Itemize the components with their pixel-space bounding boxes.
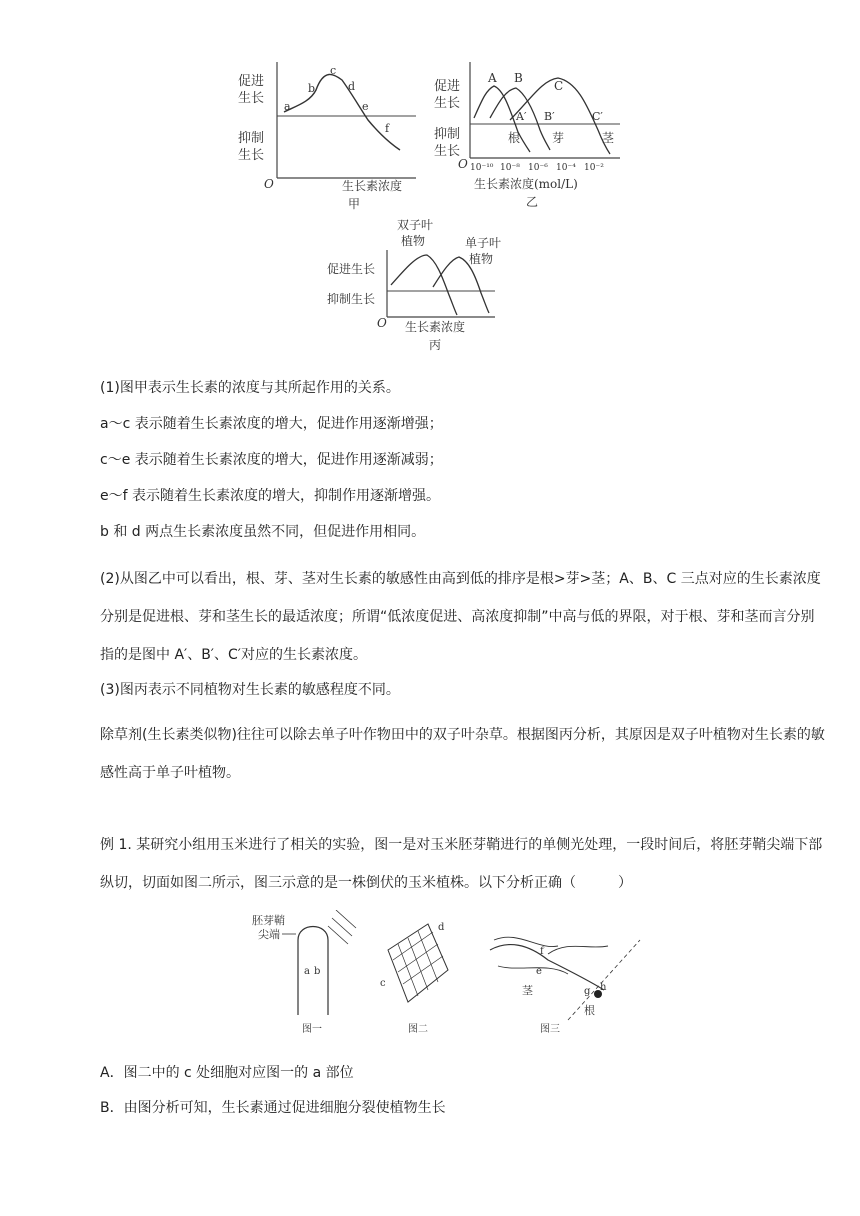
figure-bing [325, 215, 525, 355]
yi-x-label: 生长素浓度(mol/L) [474, 177, 578, 191]
yi-tick-3: 10⁻⁴ [556, 163, 576, 173]
figure-jia [230, 60, 420, 220]
jia-point-d: d [348, 80, 356, 93]
jia-point-b: b [308, 82, 316, 95]
bing-caption: 丙 [429, 338, 442, 352]
bing-origin: O [377, 316, 387, 330]
bing-dicot-2: 植物 [401, 234, 426, 248]
para-2: a～c 表示随着生长素浓度的增大，促进作用逐渐增强； [100, 416, 443, 432]
yi-y-promote-1: 促进 [434, 79, 461, 94]
fig3-caption: 图三 [540, 1024, 560, 1035]
yi-origin: O [458, 157, 468, 171]
option-a: A．图二中的 c 处细胞对应图一的 a 部位 [100, 1065, 354, 1081]
jia-y-inhibit-2: 生长 [238, 148, 265, 163]
yi-peak-C: C [554, 79, 564, 93]
yi-organ-bud: 芽 [552, 131, 565, 145]
yi-y-inhibit-1: 抑制 [434, 127, 461, 142]
fig3-g: g [584, 986, 591, 997]
jia-point-f: f [385, 122, 390, 135]
fig1-a: a [304, 966, 310, 977]
yi-organ-stem: 茎 [602, 131, 615, 145]
jia-point-a: a [284, 100, 291, 113]
para-7: (3)图丙表示不同植物对生长素的敏感程度不同。 [100, 682, 400, 698]
bing-x-label: 生长素浓度 [405, 320, 466, 334]
para-6: (2)从图乙中可以看出，根、芽、茎对生长素的敏感性由高到低的排序是根>芽>茎；A、B、C 三点对应的生长素浓度分别是促进根、芽和茎生长的最适浓度；所谓“低浓度促进、高浓度抑制”中高与低的界限，对于根、芽和茎而言分别指的是图中 A′、B′、C′对应的生长素浓度。 [100, 571, 821, 663]
yi-tick-0: 10⁻¹⁰ [470, 163, 494, 173]
fig2-d: d [438, 922, 445, 933]
yi-peak-A: A [488, 71, 497, 85]
para-5: b 和 d 两点生长素浓度虽然不同，但促进作用相同。 [100, 524, 426, 540]
yi-peak-B: B [514, 71, 523, 85]
fig1-label-2: 尖端 [258, 928, 280, 941]
example-1-question: 例 1. 某研究小组用玉米进行了相关的实验，图一是对玉米胚芽鞘进行的单侧光处理，一段时间后，将胚芽鞘尖端下部纵切，切面如图二所示，图三示意的是一株倒伏的玉米植株。以下分析正确（ ） [100, 837, 823, 891]
fig3-h: h [600, 982, 607, 993]
yi-tick-2: 10⁻⁶ [528, 163, 548, 173]
bing-y-promote: 促进生长 [327, 262, 376, 276]
yi-cross-A: A′ [516, 110, 527, 123]
jia-point-c: c [330, 64, 337, 77]
fig3-stem: 茎 [522, 984, 533, 997]
jia-point-e: e [362, 100, 369, 113]
fig3-f: f [540, 946, 544, 957]
yi-tick-4: 10⁻² [584, 163, 604, 173]
bing-monocot-1: 单子叶 [465, 236, 502, 250]
para-4: e～f 表示随着生长素浓度的增大，抑制作用逐渐增强。 [100, 488, 440, 504]
jia-caption: 甲 [348, 197, 361, 211]
para-8: 除草剂(生长素类似物)往往可以除去单子叶作物田中的双子叶杂草。根据图丙分析，其原因是双子叶植物对生长素的敏感性高于单子叶植物。 [100, 727, 825, 781]
jia-y-inhibit-1: 抑制 [238, 131, 265, 146]
yi-cross-C: C′ [592, 110, 603, 123]
fig3-e: e [536, 966, 542, 977]
yi-caption: 乙 [526, 195, 539, 209]
yi-y-inhibit-2: 生长 [434, 144, 461, 159]
para-1: (1)图甲表示生长素的浓度与其所起作用的关系。 [100, 380, 400, 396]
jia-y-promote-1: 促进 [238, 74, 265, 89]
fig2-c: c [380, 978, 386, 989]
para-3: c～e 表示随着生长素浓度的增大，促进作用逐渐减弱； [100, 452, 443, 468]
example-figures [248, 910, 648, 1040]
fig3-root: 根 [584, 1004, 595, 1017]
yi-y-promote-2: 生长 [434, 96, 461, 111]
yi-tick-1: 10⁻⁸ [500, 163, 520, 173]
jia-x-label: 生长素浓度 [342, 179, 403, 193]
bing-monocot-2: 植物 [469, 252, 494, 266]
bing-dicot-1: 双子叶 [397, 218, 434, 232]
jia-origin: O [264, 177, 274, 191]
yi-cross-B: B′ [544, 110, 555, 123]
figure-yi [430, 60, 625, 220]
fig1-b: b [314, 966, 321, 977]
option-b: B．由图分析可知，生长素通过促进细胞分裂使植物生长 [100, 1100, 446, 1116]
jia-y-promote-2: 生长 [238, 91, 265, 106]
fig1-caption: 图一 [302, 1024, 322, 1035]
yi-organ-root: 根 [508, 131, 521, 145]
fig1-label-1: 胚芽鞘 [252, 914, 285, 927]
bing-y-inhibit: 抑制生长 [327, 292, 376, 306]
fig2-caption: 图二 [408, 1024, 428, 1035]
